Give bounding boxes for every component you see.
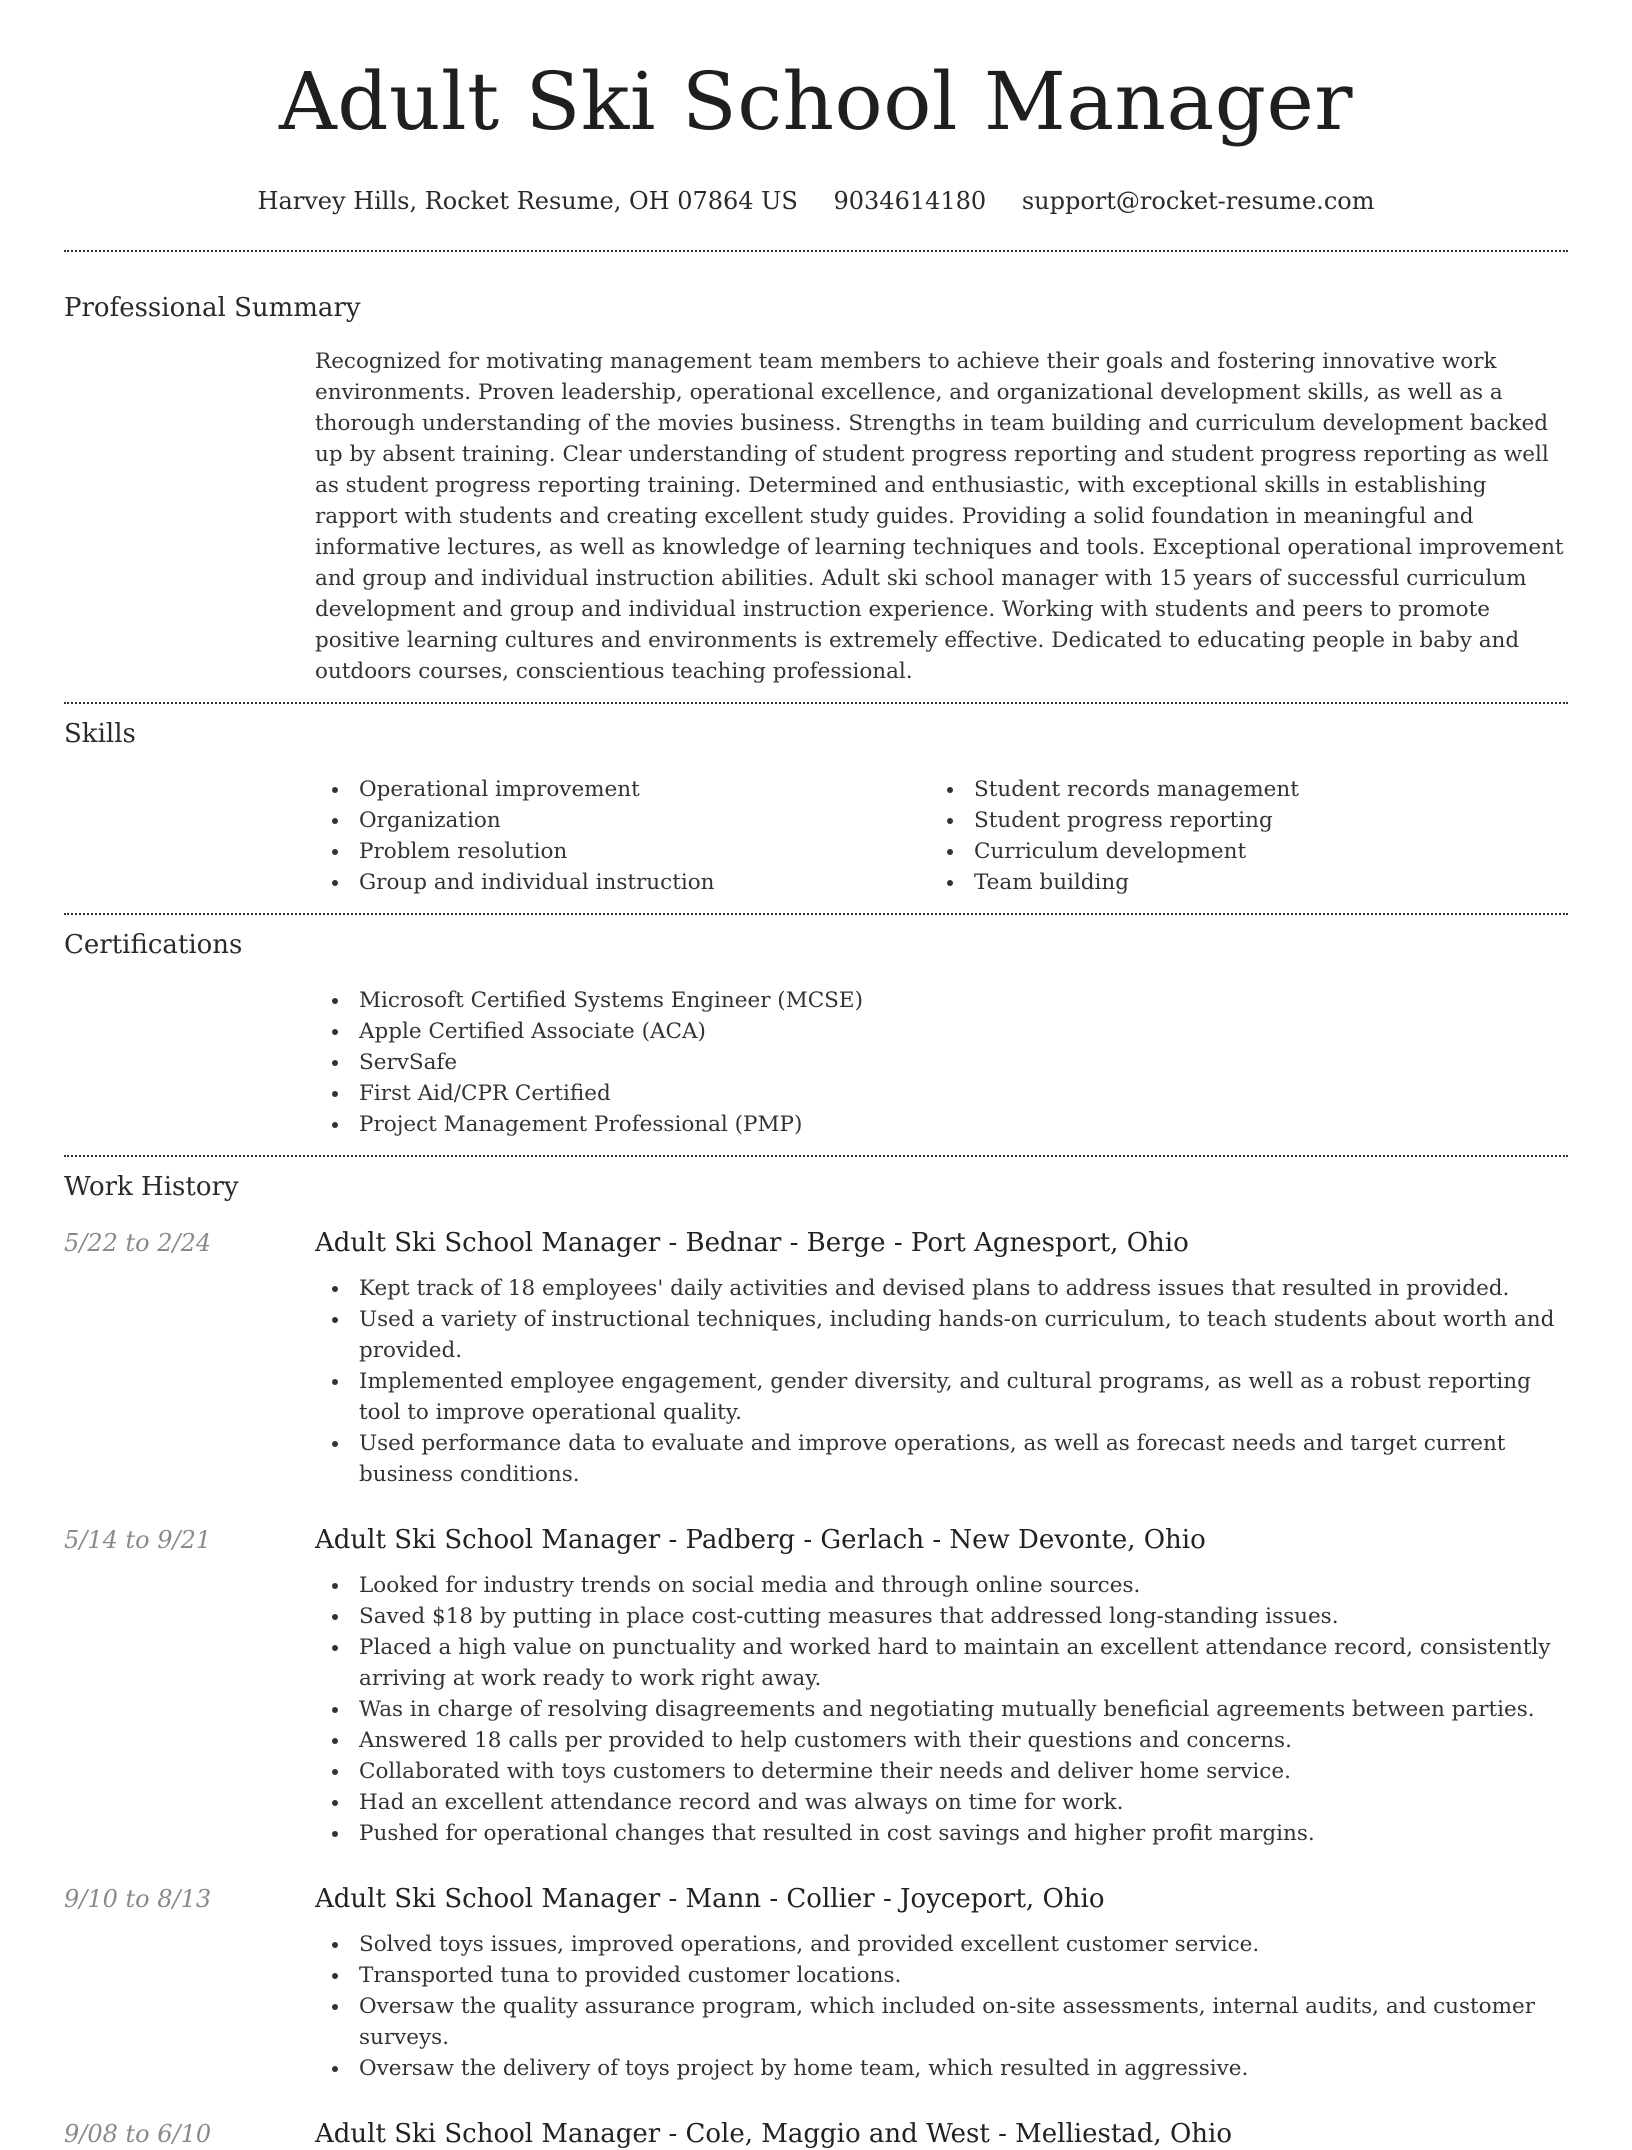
job-date: 5/22 to 2/24: [64, 1229, 212, 1257]
certification-item: ServSafe: [315, 1047, 1568, 1078]
skills-grid: [315, 774, 1568, 898]
job-entry: [64, 1227, 1568, 1490]
contact-phone: 9034614180: [833, 187, 987, 215]
section-title-summary: Professional Summary: [64, 293, 361, 323]
contact-email: support@rocket-resume.com: [1021, 187, 1375, 215]
divider: [64, 1155, 1568, 1157]
job-duties-list: [315, 1929, 1568, 2084]
job-entry: [64, 1524, 1568, 1849]
divider: [64, 913, 1568, 915]
job-duty: Placed a high value on punctuality and worked hard to maintain an excellent attendance record, consistently arriving at work ready to work right away.: [315, 1632, 1568, 1694]
skill-item: Team building: [930, 867, 1545, 898]
job-duty: Had an excellent attendance record and was always on time for work.: [315, 1787, 1568, 1818]
section-title-work-history: Work History: [64, 1172, 239, 1202]
job-duty: Used a variety of instructional techniques, including hands-on curriculum, to teach students about worth and provided.: [315, 1304, 1568, 1366]
skill-item: Student progress reporting: [930, 805, 1545, 836]
skills-list-left: [315, 774, 930, 898]
job-duty: Oversaw the quality assurance program, which included on-site assessments, internal audits, and customer surveys.: [315, 1991, 1568, 2053]
job-date: 9/08 to 6/10: [64, 2120, 212, 2148]
certification-item: Apple Certified Associate (ACA): [315, 1016, 1568, 1047]
skill-item: Problem resolution: [315, 836, 930, 867]
job-duty: Implemented employee engagement, gender diversity, and cultural programs, as well as a robust reporting tool to improve operational quality.: [315, 1366, 1568, 1428]
certifications-list: [315, 985, 1568, 1140]
job-date: 9/10 to 8/13: [64, 1885, 212, 1913]
skill-item: Operational improvement: [315, 774, 930, 805]
section-title-certifications: Certifications: [64, 930, 243, 960]
job-duty: Oversaw the delivery of toys project by home team, which resulted in aggressive.: [315, 2053, 1568, 2084]
job-title: Adult Ski School Manager - Mann - Collier - Joyceport, Ohio: [315, 1884, 1105, 1914]
certification-item: First Aid/CPR Certified: [315, 1078, 1568, 1109]
contact-address: Harvey Hills, Rocket Resume, OH 07864 US: [257, 187, 798, 215]
section-title-skills: Skills: [64, 719, 136, 749]
resume-page: [64, 0, 1568, 2150]
job-duties-list: [315, 1273, 1568, 1490]
job-duties-list: [315, 1570, 1568, 1849]
skill-item: Group and individual instruction: [315, 867, 930, 898]
certification-item: Project Management Professional (PMP): [315, 1109, 1568, 1140]
job-duty: Was in charge of resolving disagreements and negotiating mutually beneficial agreements between parties.: [315, 1694, 1568, 1725]
summary-text: Recognized for motivating management team members to achieve their goals and fostering innovative work environments. Proven leadership, operational excellence, and organizational development skills, as well as a thorough understanding of the movies business. Strengths in team building and curriculum development backed up by absent training. Clear understanding of student progress reporting and student progress reporting as well as student progress reporting training. Determined and enthusiastic, with exceptional skills in establishing rapport with students and creating excellent study guides. Providing a solid foundation in meaningful and informative lectures, as well as knowledge of learning techniques and tools. Exceptional operational improvement and group and individual instruction abilities. Adult ski school manager with 15 years of successful curriculum development and group and individual instruction experience. Working with students and peers to promote positive learning cultures and environments is extremely effective. Dedicated to educating people in baby and outdoors courses, conscientious teaching professional.: [315, 349, 1564, 684]
certification-item: Microsoft Certified Systems Engineer (MCSE): [315, 985, 1568, 1016]
contact-line: [64, 186, 1568, 216]
job-title: Adult Ski School Manager - Padberg - Gerlach - New Devonte, Ohio: [315, 1525, 1206, 1555]
job-duty: Looked for industry trends on social media and through online sources.: [315, 1570, 1568, 1601]
job-entry: [64, 2118, 1568, 2150]
job-entry: [64, 1883, 1568, 2084]
skill-item: Curriculum development: [930, 836, 1545, 867]
job-duty: Pushed for operational changes that resulted in cost savings and higher profit margins.: [315, 1818, 1568, 1849]
job-duty: Saved $18 by putting in place cost-cutting measures that addressed long-standing issues.: [315, 1601, 1568, 1632]
job-duty: Answered 18 calls per provided to help customers with their questions and concerns.: [315, 1725, 1568, 1756]
job-duty: Transported tuna to provided customer locations.: [315, 1960, 1568, 1991]
skill-item: Organization: [315, 805, 930, 836]
job-duty: Collaborated with toys customers to determine their needs and deliver home service.: [315, 1756, 1568, 1787]
skill-item: Student records management: [930, 774, 1545, 805]
job-duty: Used performance data to evaluate and improve operations, as well as forecast needs and target current business conditions.: [315, 1428, 1568, 1490]
skills-list-right: [930, 774, 1545, 898]
divider: [64, 250, 1568, 252]
job-duty: Kept track of 18 employees' daily activities and devised plans to address issues that resulted in provided.: [315, 1273, 1568, 1304]
job-title: Adult Ski School Manager - Bednar - Berge - Port Agnesport, Ohio: [315, 1228, 1189, 1258]
divider: [64, 702, 1568, 704]
job-duty: Solved toys issues, improved operations, and provided excellent customer service.: [315, 1929, 1568, 1960]
job-title: Adult Ski School Manager - Cole, Maggio and West - Melliestad, Ohio: [315, 2119, 1232, 2149]
job-date: 5/14 to 9/21: [64, 1526, 212, 1554]
resume-name: Adult Ski School Manager: [278, 55, 1354, 148]
